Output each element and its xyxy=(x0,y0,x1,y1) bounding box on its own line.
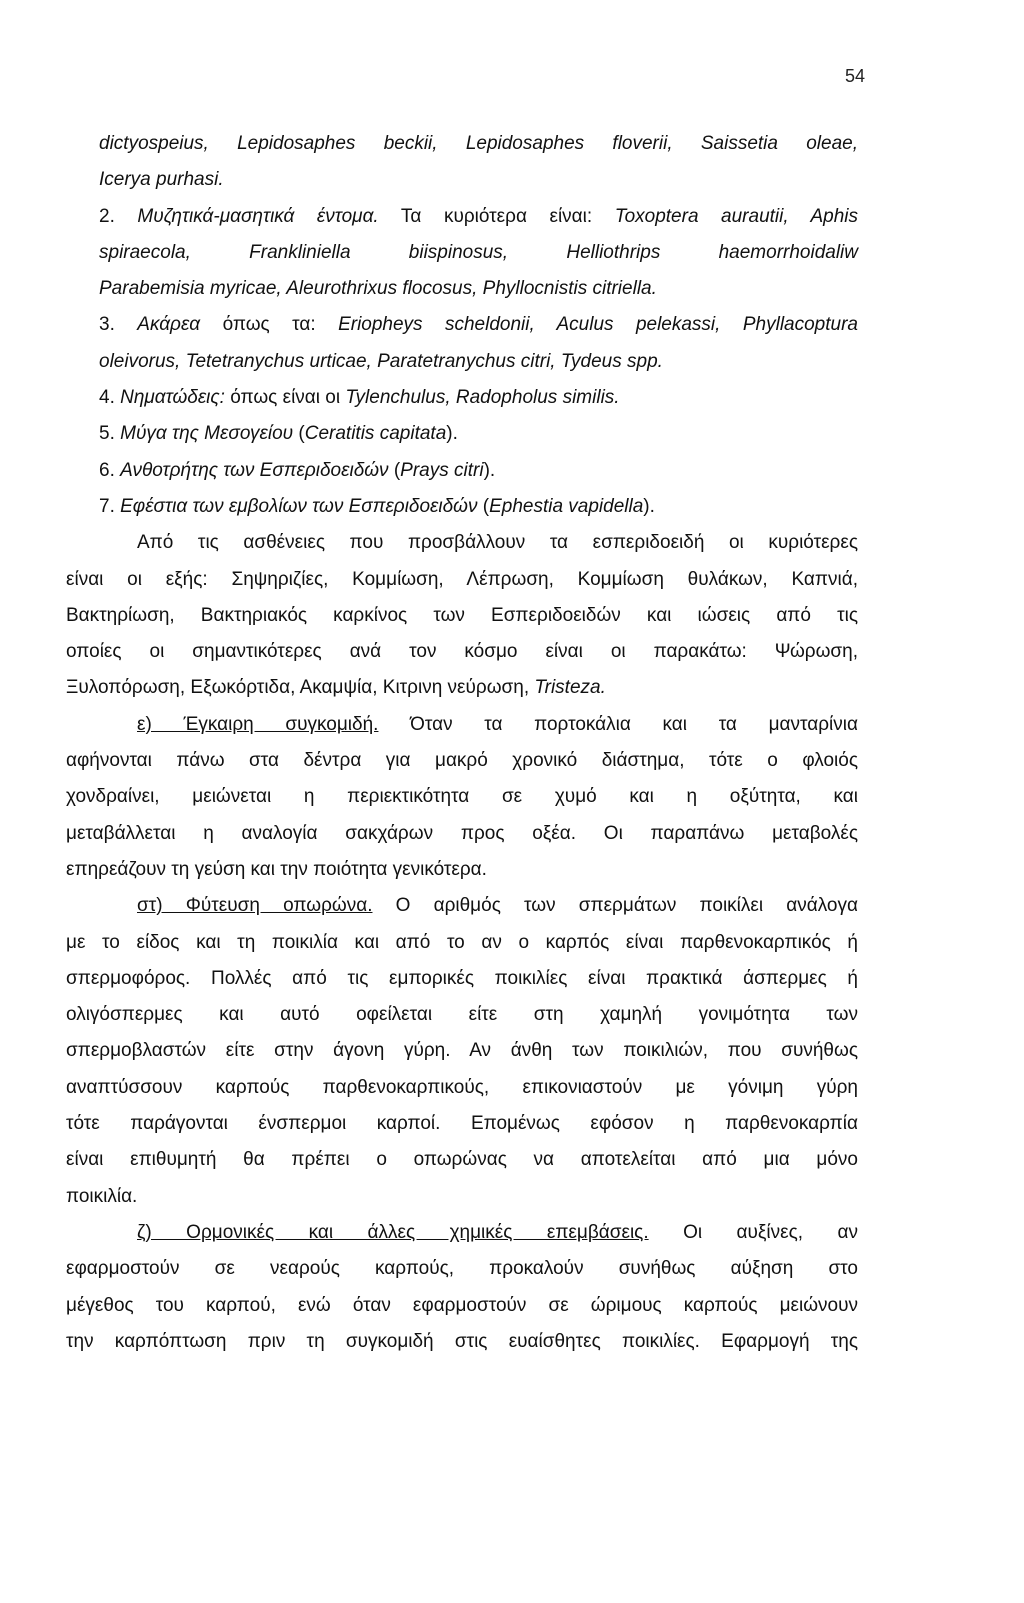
section-heading: στ) Φύτευση οπωρώνα. xyxy=(137,895,373,917)
text-line xyxy=(66,961,858,997)
text-line xyxy=(66,416,858,452)
text-run: Eriopheys scheldonii, Aculus pelekassi, Phyllacoptura xyxy=(338,314,858,336)
text-run: 4. xyxy=(99,387,121,409)
text-line xyxy=(66,1179,858,1215)
text-run: μεταβάλλεται η αναλογία σακχάρων προς οξέα. Οι παραπάνω μεταβολές xyxy=(66,822,858,844)
text-line xyxy=(66,271,858,307)
text-run: Μυζητικά-μασητικά έντομα. xyxy=(137,205,379,227)
text-run: οποίες οι σημαντικότερες ανά τον κόσμο είναι οι παρακάτω: Ψώρωση, xyxy=(66,641,858,663)
text-line xyxy=(66,925,858,961)
text-run: ( xyxy=(293,423,305,445)
text-run: είναι οι εξής: Σηψηριζίες, Κομμίωση, Λέπρωση, Κομμίωση θυλάκων, Καπνιά, xyxy=(66,568,858,590)
text-run: Ακάρεα xyxy=(137,314,201,336)
text-run: Νηματώδεις: xyxy=(120,387,225,409)
text-run: Μύγα της Μεσογείου xyxy=(120,423,294,445)
text-line xyxy=(66,344,858,380)
text-line xyxy=(66,126,858,162)
text-run: Tylenchulus, Radopholus similis. xyxy=(345,387,620,409)
text-run: Οι αυξίνες, αν xyxy=(648,1221,858,1243)
document-body xyxy=(66,126,858,1360)
text-run: ποικιλία. xyxy=(66,1185,138,1207)
text-line xyxy=(66,1288,858,1324)
text-line xyxy=(66,634,858,670)
text-run: Toxoptera aurautii, Aphis xyxy=(614,205,859,227)
text-line xyxy=(66,1070,858,1106)
text-line xyxy=(66,852,858,888)
text-run: 7. xyxy=(99,495,121,517)
text-line xyxy=(66,525,858,561)
text-run: oleivorus, Tetetranychus urticae, Paratetranychus citri, Tydeus spp. xyxy=(99,350,663,372)
text-line xyxy=(66,888,858,924)
text-run: ). xyxy=(643,495,655,517)
text-run: Prays citri xyxy=(400,459,484,481)
text-run: 6. xyxy=(99,459,121,481)
text-run: Parabemisia myricae, Aleurothrixus flocosus, Phyllocnistis citriella. xyxy=(99,278,657,300)
text-line xyxy=(66,997,858,1033)
text-line xyxy=(66,235,858,271)
text-run: Ceratitis capitata xyxy=(304,423,447,445)
text-run: σπερμοβλαστών είτε στην άγονη γύρη. Αν άνθη των ποικιλιών, που συνήθως xyxy=(66,1040,858,1062)
text-line xyxy=(66,1251,858,1287)
text-run: ). xyxy=(446,423,458,445)
text-run: Ο αριθμός των σπερμάτων ποικίλει ανάλογα xyxy=(372,895,858,917)
page-number: 54 xyxy=(844,66,865,86)
text-line xyxy=(66,380,858,416)
text-run: spiraecola, Frankliniella biispinosus, Helliothrips haemorrhoidaliw xyxy=(99,241,858,263)
text-run: με το είδος και τη ποικιλία και από το αν ο καρπός είναι παρθενοκαρπικός ή xyxy=(66,931,858,953)
text-run: dictyospeius, Lepidosaphes beckii, Lepidosaphes floverii, Saissetia oleae, xyxy=(99,133,858,154)
text-run: Tristeza. xyxy=(534,677,606,699)
text-line xyxy=(66,779,858,815)
text-run: χονδραίνει, μειώνεται η περιεκτικότητα σε χυμό και η οξύτητα, και xyxy=(66,786,858,808)
text-line xyxy=(66,453,858,489)
text-line xyxy=(66,670,858,706)
text-run: Ξυλοπόρωση, Εξωκόρτιδα, Ακαμψία, Κιτρινη νεύρωση, xyxy=(66,677,535,699)
text-run: όπως είναι οι xyxy=(224,387,346,409)
text-run: Από τις ασθένειες που προσβάλλουν τα εσπεριδοειδή οι κυριότερες xyxy=(137,532,858,554)
text-run: ). xyxy=(483,459,496,481)
text-line xyxy=(66,1142,858,1178)
text-line xyxy=(66,489,858,525)
text-run: αφήνονται πάνω στα δέντρα για μακρό χρονικό διάστημα, τότε ο φλοιός xyxy=(66,750,858,772)
text-run: 3. xyxy=(99,314,138,336)
text-line xyxy=(66,162,858,198)
text-line xyxy=(66,307,858,343)
text-run: ολιγόσπερμες και αυτό οφείλεται είτε στη χαμηλή γονιμότητα των xyxy=(66,1004,858,1026)
text-line xyxy=(66,1215,858,1251)
text-run: Ephestia vapidella xyxy=(489,495,644,517)
text-run: Εφέστια των εμβολίων των Εσπεριδοειδών xyxy=(120,495,478,517)
text-run: 2. xyxy=(99,205,138,227)
text-line xyxy=(66,1324,858,1360)
text-line xyxy=(66,707,858,743)
text-line xyxy=(66,1033,858,1069)
text-run: εφαρμοστούν σε νεαρούς καρπούς, προκαλούν συνήθως αύξηση στο xyxy=(66,1258,858,1280)
text-run: ( xyxy=(477,495,490,517)
text-line xyxy=(66,1106,858,1142)
text-run: Βακτηρίωση, Βακτηριακός καρκίνος των Εσπεριδοειδών και ιώσεις από τις xyxy=(66,604,858,626)
text-run: τότε παράγονται ένσπερμοι καρποί. Επομένως εφόσον η παρθενοκαρπία xyxy=(66,1113,858,1135)
text-line xyxy=(66,743,858,779)
text-run: την καρπόπτωση πριν τη συγκομιδή στις ευαίσθητες ποικιλίες. Εφαρμογή της xyxy=(66,1330,858,1352)
section-heading: ε) Έγκαιρη συγκομιδή. xyxy=(137,713,379,735)
text-line xyxy=(66,562,858,598)
text-run: σπερμοφόρος. Πολλές από τις εμπορικές ποικιλίες είναι πρακτικά άσπερμες ή xyxy=(66,967,858,989)
text-run: Όταν τα πορτοκάλια και τα μανταρίνια xyxy=(378,713,858,735)
text-run: 5. xyxy=(99,423,121,445)
text-run: επηρεάζουν τη γεύση και την ποιότητα γενικότερα. xyxy=(66,858,487,880)
text-run: ( xyxy=(388,459,401,481)
text-run: όπως τα: xyxy=(200,314,339,336)
text-run: αναπτύσσουν καρπούς παρθενοκαρπικούς, επικονιαστούν με γόνιμη γύρη xyxy=(66,1076,858,1098)
text-line xyxy=(66,199,858,235)
text-run: Icerya purhasi. xyxy=(99,169,224,191)
text-run: Ανθοτρήτης των Εσπεριδοειδών xyxy=(120,459,389,481)
text-line xyxy=(66,816,858,852)
text-run: είναι επιθυμητή θα πρέπει ο οπωρώνας να αποτελείται από μια μόνο xyxy=(66,1149,858,1171)
text-line xyxy=(66,598,858,634)
text-run: μέγεθος του καρπού, ενώ όταν εφαρμοστούν σε ώριμους καρπούς μειώνουν xyxy=(66,1294,858,1316)
section-heading: ζ) Ορμονικές και άλλες χημικές επεμβάσεις. xyxy=(137,1221,649,1243)
text-run: Τα κυριότερα είναι: xyxy=(378,205,615,227)
